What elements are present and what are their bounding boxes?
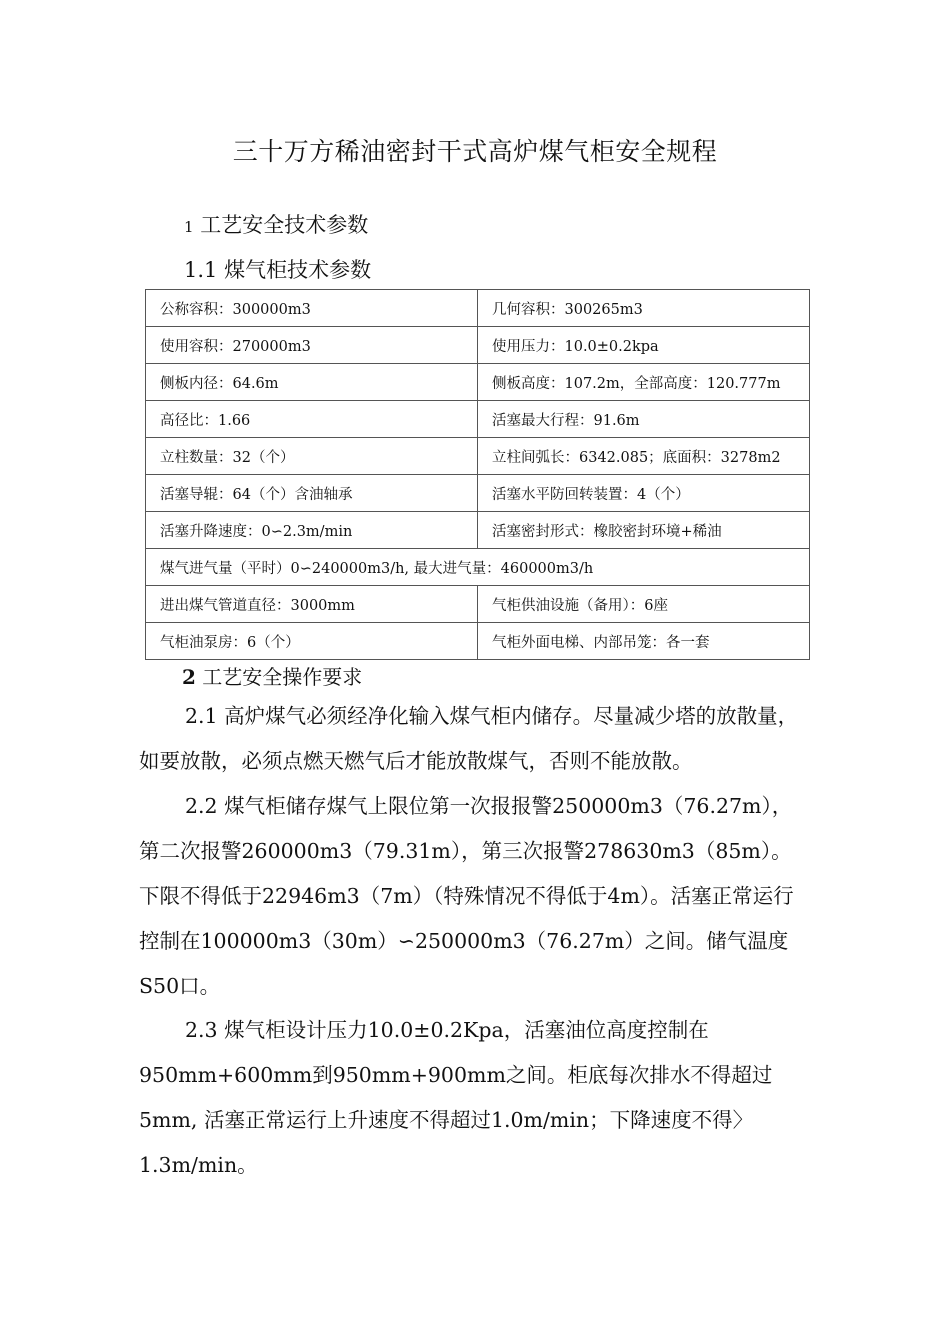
table-cell: 几何容积：300265m3 — [478, 290, 810, 327]
table-cell: 侧板高度：107.2m，全部高度：120.777m — [478, 364, 810, 401]
table-cell: 进出煤气管道直径：3000mm — [146, 586, 478, 623]
table-cell: 使用容积：270000m3 — [146, 327, 478, 364]
table-row — [146, 401, 810, 438]
table-cell: 活塞密封形式：橡胶密封环境+稀油 — [478, 512, 810, 549]
table-cell: 气柜供油设施（备用）：6座 — [478, 586, 810, 623]
table-row — [146, 327, 810, 364]
table-row — [146, 438, 810, 475]
table-cell: 活塞导辊：64（个）含油轴承 — [146, 475, 478, 512]
table-cell: 立柱间弧长：6342.085；底面积：3278m2 — [478, 438, 810, 475]
section-1-number: 1 — [184, 218, 194, 236]
paragraph-2-1 — [139, 694, 809, 784]
section-2-heading — [182, 661, 362, 690]
table-row — [146, 475, 810, 512]
table-row — [146, 512, 810, 549]
paragraph-2-2 — [139, 784, 809, 1009]
table-cell: 公称容积：300000m3 — [146, 290, 478, 327]
table-cell: 使用压力：10.0±0.2kpa — [478, 327, 810, 364]
table-row — [146, 549, 810, 586]
table-row — [146, 364, 810, 401]
table-cell: 气柜外面电梯、内部吊笼：各一套 — [478, 623, 810, 660]
section-1-1-heading: 1.1 煤气柜技术参数 — [184, 258, 372, 282]
table-cell: 立柱数量：32（个） — [146, 438, 478, 475]
section-1-heading — [184, 209, 368, 239]
table-row — [146, 586, 810, 623]
document-title: 三十万方稀油密封干式高炉煤气柜安全规程 — [232, 137, 718, 166]
table-cell: 气柜油泵房：6（个） — [146, 623, 478, 660]
table-cell-merged: 煤气进气量（平时）0∽240000m3/h, 最大进气量：460000m3/h — [146, 549, 810, 586]
section-1-title: 工艺安全技术参数 — [200, 213, 369, 237]
table-row — [146, 623, 810, 660]
table-row — [146, 290, 810, 327]
table-cell: 高径比：1.66 — [146, 401, 478, 438]
parameters-table — [145, 289, 810, 660]
paragraph-2-3 — [139, 1008, 809, 1188]
table-cell: 活塞水平防回转装置：4（个） — [478, 475, 810, 512]
paragraph-2-2-text: 2.2 煤气柜储存煤气上限位第一次报报警250000m3（76.27m），第二次报警260000m3（79.31m），第三次报警278630m3（85m）。下限不得低于22946m3（7m）（特殊情况不得低于4m）。活塞正常运行控制在100000m3（30m）∽250000m3（76.27m）之间。储气温度S50口。 — [139, 794, 794, 998]
section-2-number: 2 — [182, 665, 196, 689]
paragraph-2-3-text: 2.3 煤气柜设计压力10.0±0.2Kpa，活塞油位高度控制在950mm+600mm到950mm+900mm之间。柜底每次排水不得超过5mm, 活塞正常运行上升速度不得超过1.0m/min；下降速度不得〉1.3m/min。 — [139, 1018, 773, 1177]
paragraph-2-1-text: 2.1 高炉煤气必须经净化输入煤气柜内储存。尽量减少塔的放散量，如要放散，必须点燃天燃气后才能放散煤气，否则不能放散。 — [139, 704, 799, 773]
table-cell: 侧板内径：64.6m — [146, 364, 478, 401]
table-cell: 活塞最大行程：91.6m — [478, 401, 810, 438]
section-2-title: 工艺安全操作要求 — [202, 665, 363, 689]
table-cell: 活塞升降速度：0∽2.3m/min — [146, 512, 478, 549]
